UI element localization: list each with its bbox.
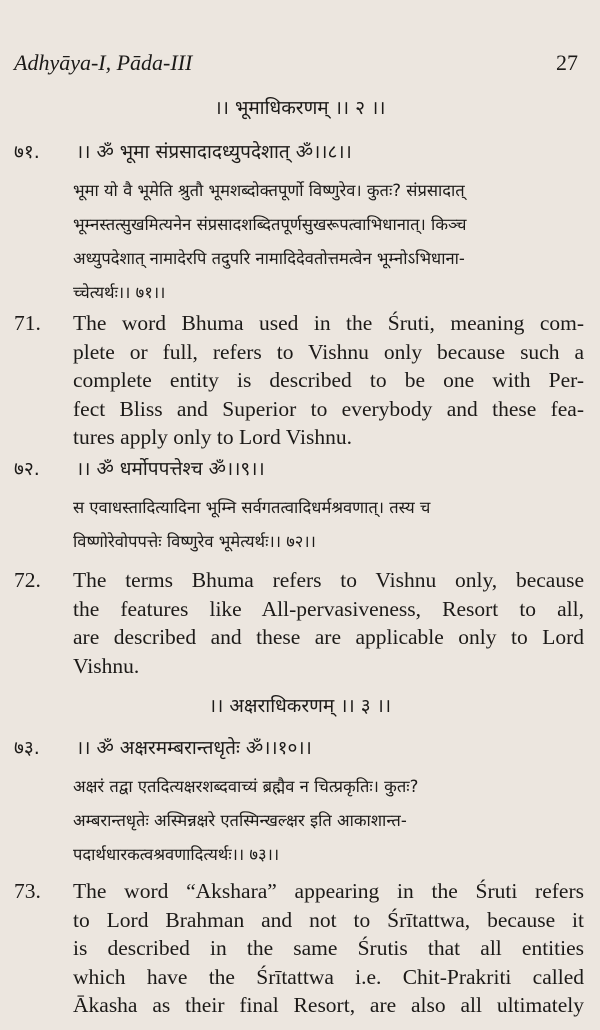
translation-line: is described in the same Śrutis that all entities (73, 936, 584, 960)
translation-line: Vishnu. (73, 653, 140, 678)
sutra-text: ।। ॐ अक्षरमम्बरान्तधृतेः ॐ।।१०।। (76, 737, 312, 759)
translation-line: tures apply only to Lord Vishnu. (73, 425, 352, 449)
translation-line: fect Bliss and Superior to everybody and these fea- (73, 396, 584, 421)
translation-number: 72. (14, 568, 41, 592)
commentary-line: विष्णोरेवोपपत्तेः विष्णुरेव भूमेत्यर्थः।। ७२।। (73, 532, 316, 551)
translation-number: 71. (14, 311, 41, 335)
translation-line: The word “Akshara” appearing in the Śruti refers (73, 879, 584, 903)
sutra-71 (14, 138, 352, 164)
commentary-line: अक्षरं तद्वा एतदित्यक्षरशब्दवाच्यं ब्रह्मैव न चित्प्रकृतिः। कुतः? (73, 777, 419, 796)
translation-72 (14, 566, 584, 680)
translation-line: are described and these are applicable only to Lord (73, 625, 584, 649)
sutra-text: ।। ॐ भूमा संप्रसादादध्युपदेशात् ॐ।।८।। (76, 141, 352, 163)
commentary-line: अम्बरान्तधृतेः अस्मिन्नक्षरे एतस्मिन्खल्क्षर इति आकाशान्त- (73, 811, 407, 830)
commentary-line: अध्युपदेशात् नामादेरपि तदुपरि नामादिदेवतोत्तमत्वेन भूम्नोऽभिधाना- (73, 249, 465, 268)
translation-number: 73. (14, 879, 41, 903)
translation-line: to Lord Brahman and not to Śrītattwa, because it (73, 907, 584, 932)
sutra-text: ।। ॐ धर्मोपपत्तेश्च ॐ।।९।। (76, 458, 265, 480)
translation-line: complete entity is described to be one with Per- (73, 368, 584, 392)
translation-71 (14, 309, 584, 452)
sutra-73 (14, 734, 312, 760)
commentary-line: भूम्नस्तत्सुखमित्यनेन संप्रसादशब्दितपूर्णसुखरूपत्वाभिधानात्। किञ्च (73, 215, 467, 234)
sutra-72 (14, 455, 265, 481)
section-heading-bhumadhikaranam: ।। भूमाधिकरणम् ।। २ ।। (214, 97, 386, 119)
sutra-number: ७२. (14, 458, 40, 480)
translation-line: The word Bhuma used in the Śruti, meaning com- (73, 311, 584, 335)
commentary-line: स एवाधस्तादित्यादिना भूम्नि सर्वगतत्वादिधर्मश्रवणात्। तस्य च (73, 498, 431, 517)
section-heading-aksharadhikaranam: ।। अक्षराधिकरणम् ।। ३ ।। (208, 695, 392, 717)
sutra-number: ७३. (14, 737, 40, 759)
translation-line: plete or full, refers to Vishnu only because such a (73, 339, 584, 364)
translation-73 (14, 877, 584, 1020)
page-number: 27 (556, 50, 578, 75)
translation-line: the features like All-pervasiveness, Resort to all, (73, 596, 584, 621)
commentary-line: भूमा यो वै भूमेति श्रुतौ भूमशब्दोक्तपूर्णो विष्णुरेव। कुतः? संप्रसादात् (73, 181, 465, 200)
translation-line: The terms Bhuma refers to Vishnu only, because (73, 568, 584, 592)
commentary-73 (73, 770, 583, 872)
commentary-71 (73, 174, 583, 310)
translation-line: Ākasha as their final Resort, are also all ultimately (73, 993, 584, 1017)
translation-line: which have the Śrītattwa i.e. Chit-Prakriti called (73, 964, 584, 989)
running-header: Adhyāya-I, Pāda-III (14, 50, 193, 75)
commentary-72 (73, 491, 583, 559)
commentary-line: पदार्थधारकत्वश्रवणादित्यर्थः।। ७३।। (73, 845, 280, 864)
sutra-number: ७१. (14, 141, 40, 163)
commentary-line: च्चेत्यर्थः।। ७१।। (73, 283, 166, 302)
